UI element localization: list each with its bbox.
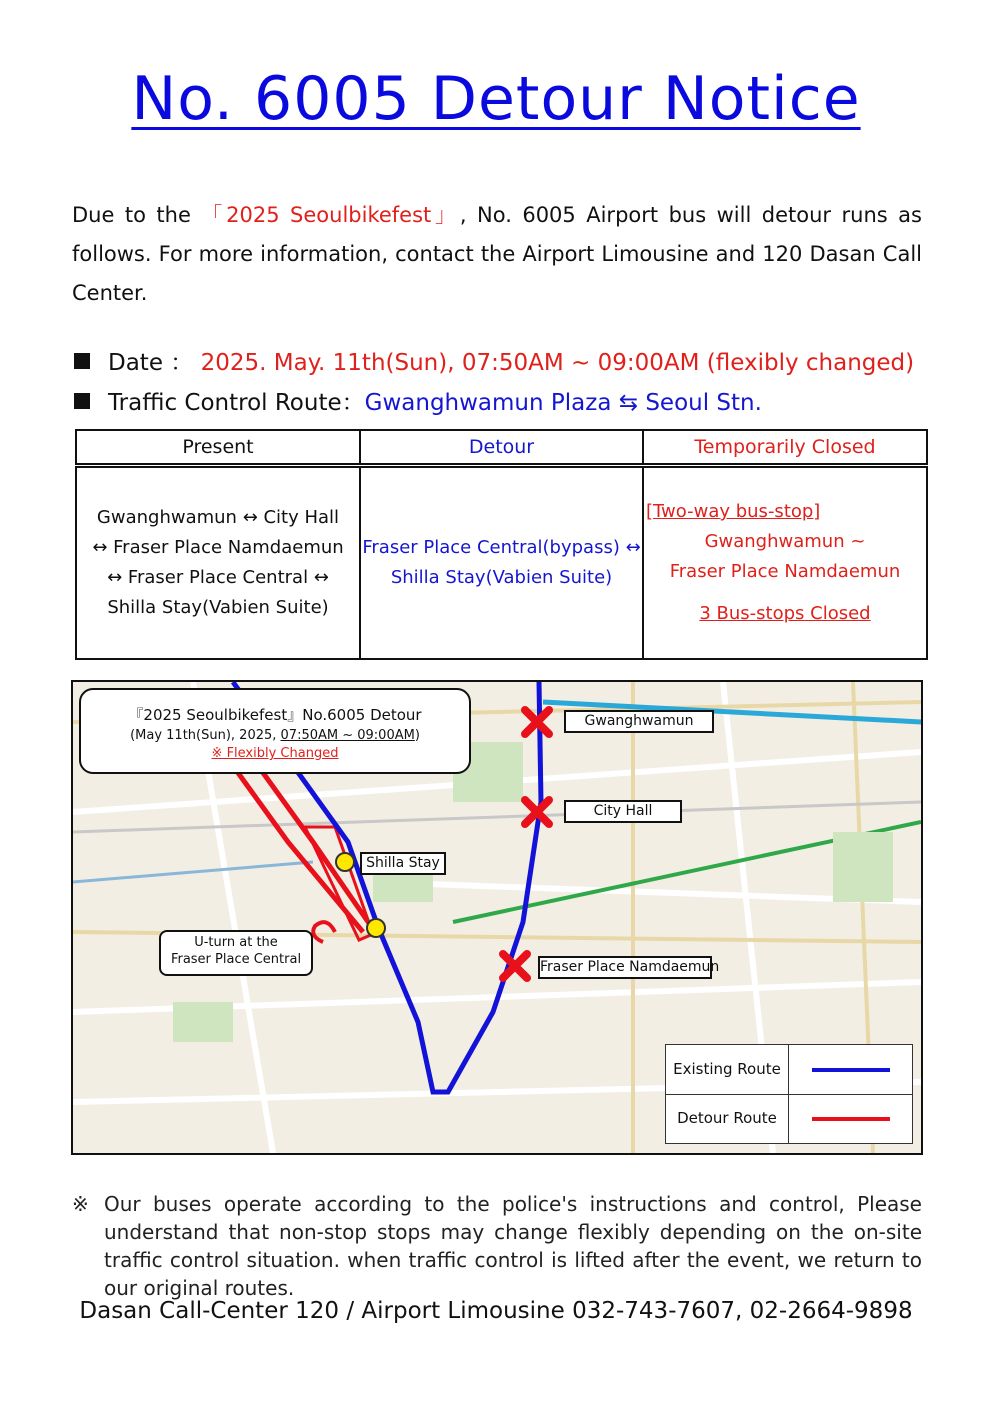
intro-paragraph <box>72 196 922 313</box>
map-title-line2 <box>81 728 469 743</box>
notice-title: No. 6005 Detour Notice <box>131 64 861 134</box>
uturn-line: Fraser Place Central <box>170 952 302 967</box>
legend-swatch <box>812 1068 890 1072</box>
route-table <box>75 429 928 660</box>
present-line: Shilla Stay(Vabien Suite) <box>107 597 329 618</box>
legend-detour <box>666 1094 912 1143</box>
bullet-square-icon <box>74 393 90 409</box>
closed-line: Gwanghwamun ~ <box>704 531 866 552</box>
date-row <box>74 344 914 377</box>
closed-count: 3 Bus-stops Closed <box>699 603 871 624</box>
map-date: (May 11th(Sun), 2025, <box>130 728 281 743</box>
note-text: Our buses operate according to the police's instructions and control, Please understand that non-stop stops may change flexibly depending on the on-site traffic control situation. when traffic control is lifted after the event, we return to our original routes. <box>104 1192 922 1300</box>
map-title-line3: ※ Flexibly Changed <box>211 746 339 761</box>
shilla-stay-stop-icon <box>336 853 354 871</box>
header-closed: Temporarily Closed <box>643 430 927 466</box>
map-title-line1: 『2025 Seoulbikefest』No.6005 Detour <box>128 706 422 724</box>
closed-cell <box>643 466 927 660</box>
contact-footer: Dasan Call-Center 120 / Airport Limousine 032-743-7607, 02-2664-9898 <box>79 1298 913 1324</box>
detour-route-cell <box>360 466 643 660</box>
header-present: Present <box>76 430 360 466</box>
route-row <box>74 384 762 417</box>
fraser-central-stop-icon <box>367 919 385 937</box>
note-mark: ※ <box>72 1192 89 1216</box>
closed-line: Fraser Place Namdaemun <box>669 561 901 582</box>
legend-label: Detour Route <box>666 1094 789 1143</box>
route-value: Gwanghwamun Plaza ⇆ Seoul Stn. <box>364 390 762 416</box>
present-route-cell <box>76 466 360 660</box>
map-date-end: ) <box>414 728 420 743</box>
event-name: 「2025 Seoulbikefest」 <box>201 203 460 227</box>
intro-before: Due to the <box>72 203 202 227</box>
detour-line: Shilla Stay(Vabien Suite) <box>390 567 613 588</box>
disclaimer-note <box>72 1190 922 1302</box>
map-title-box <box>79 688 471 774</box>
uturn-callout <box>159 930 313 976</box>
detour-map <box>71 680 923 1155</box>
detour-line: Fraser Place Central(bypass) ↔ <box>362 537 641 558</box>
uturn-line: U-turn at the <box>194 935 278 950</box>
date-label: Date ： <box>108 350 194 376</box>
present-line: Gwanghwamun ↔ City Hall <box>96 507 340 528</box>
map-legend <box>665 1044 913 1144</box>
legend-swatch <box>812 1117 890 1121</box>
route-label: Traffic Control Route： <box>108 390 365 416</box>
shilla-stay-label: Shilla Stay <box>360 852 446 875</box>
intro-after: , No. 6005 Airport bus will detour runs as follows. For more information, contact the Airport Limousine and 120 Dasan Call Center. <box>72 203 922 305</box>
bullet-square-icon <box>74 353 90 369</box>
map-time: 07:50AM ~ 09:00AM <box>280 728 415 743</box>
present-line: ↔ Fraser Place Central ↔ <box>107 567 329 588</box>
date-value: 2025. May. 11th(Sun), 07:50AM ~ 09:00AM (flexibly changed) <box>200 350 915 376</box>
fraser-namdaemun-label: Fraser Place Namdaemun <box>538 956 712 979</box>
closed-tag: [Two-way bus-stop] <box>646 501 821 522</box>
city-hall-label: City Hall <box>564 800 682 823</box>
header-detour: Detour <box>360 430 643 466</box>
gwanghwamun-label: Gwanghwamun <box>564 710 714 733</box>
present-line: ↔ Fraser Place Namdaemun <box>92 537 344 558</box>
legend-label: Existing Route <box>666 1045 789 1094</box>
legend-existing <box>666 1045 912 1095</box>
